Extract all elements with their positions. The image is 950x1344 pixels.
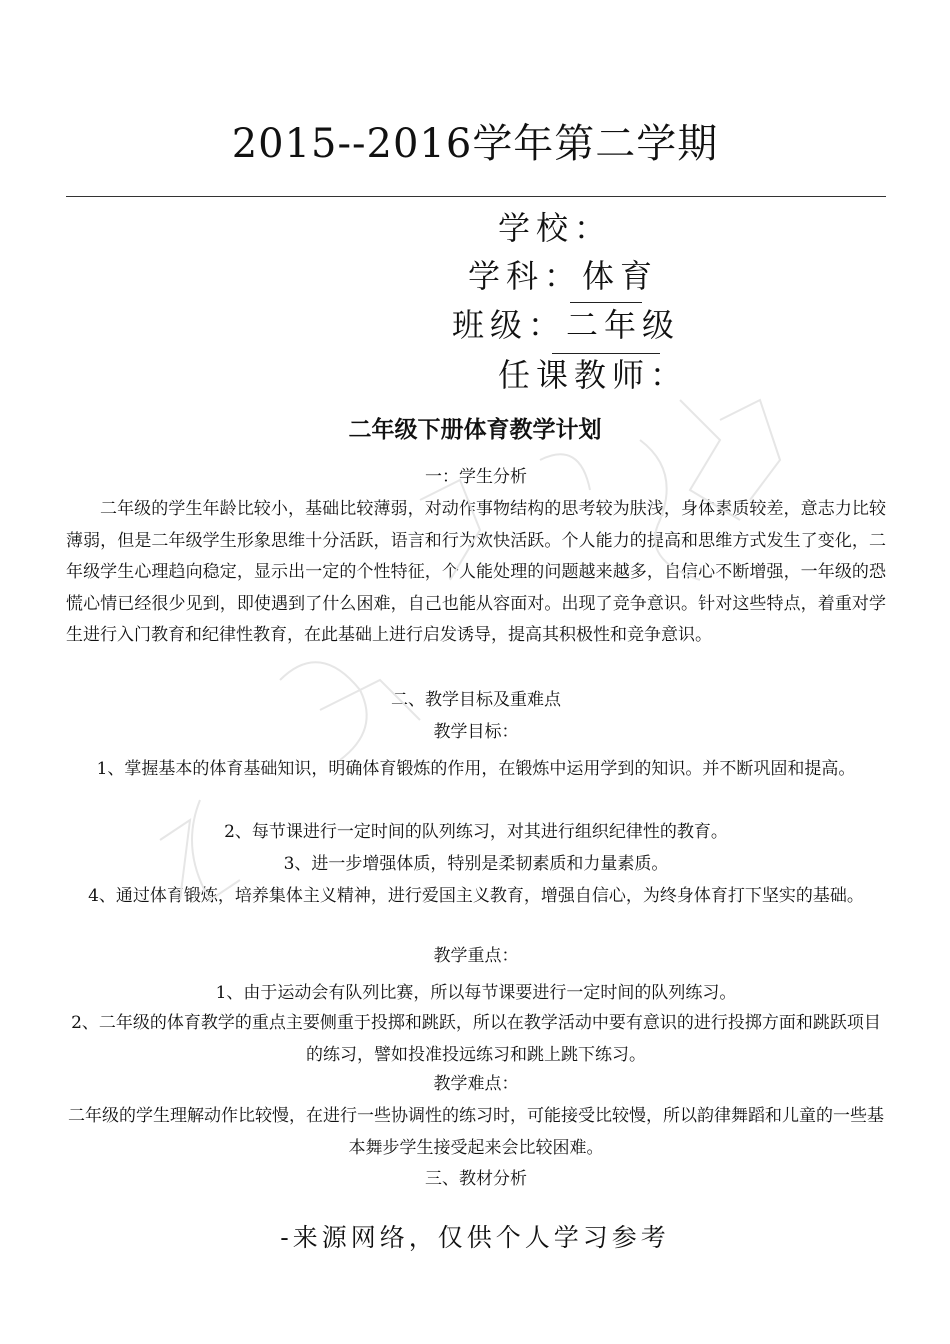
goal-item (66, 754, 886, 786)
goal-text: 通过体育锻炼，培养集体主义精神，进行爱国主义教育，增强自信心，为终身体育打下坚实的基础。 (115, 886, 864, 906)
teacher-label: 任课教师： (498, 356, 689, 394)
goal-number: 4、 (88, 886, 116, 906)
source-footer: -来源网络，仅供个人学习参考 (280, 1223, 670, 1252)
section-heading-student-analysis: 一：学生分析 (425, 467, 527, 487)
difficulty-paragraph (66, 1101, 886, 1164)
focus-text: 由于运动会有队列比赛，所以每节课要进行一定时间的队列练习。 (243, 983, 737, 1003)
focus-item (66, 1008, 886, 1071)
goals-heading: 教学目标： (433, 722, 519, 742)
focus-heading: 教学重点： (433, 946, 519, 966)
goal-text: 每节课进行一定时间的队列练习，对其进行组织纪律性的教育。 (251, 822, 728, 842)
goal-number: 3、 (283, 854, 312, 874)
focus-item (66, 978, 886, 1010)
goal-item (66, 881, 886, 913)
difficulty-heading: 教学难点： (433, 1074, 519, 1094)
title-divider (66, 196, 886, 197)
focus-number: 2、 (71, 1013, 99, 1033)
goal-item (66, 817, 886, 849)
class-field (452, 300, 680, 346)
plan-title: 二年级下册体育教学计划 (348, 417, 602, 443)
section-heading-materials: 三、教材分析 (425, 1169, 527, 1189)
teacher-field (498, 350, 688, 396)
class-label: 班级： (452, 306, 567, 344)
goal-item (66, 849, 886, 881)
goal-number: 1、 (96, 759, 125, 779)
section-heading-goals: 二、教学目标及重难点 (391, 690, 561, 710)
semester-title: 2015--2016学年第二学期 (231, 121, 719, 167)
student-analysis-paragraph (66, 494, 886, 652)
school-label: 学校： (498, 209, 613, 247)
school-field (498, 203, 612, 249)
focus-number: 1、 (215, 983, 244, 1003)
difficulty-text: 二年级的学生理解动作比较慢，在进行一些协调性的练习时，可能接受比较慢，所以韵律舞蹈和儿童的一些基本舞步学生接受起来会比较困难。 (68, 1106, 884, 1158)
class-value: 二年级 (566, 306, 681, 344)
subject-value: 体育 (582, 257, 659, 295)
subject-label: 学科： (468, 257, 583, 295)
subject-field (468, 251, 658, 297)
focus-text: 二年级的体育教学的重点主要侧重于投掷和跳跃，所以在教学活动中要有意识的进行投掷方面和跳跃项目的练习，譬如投准投远练习和跳上跳下练习。 (98, 1013, 881, 1065)
student-analysis-text: 二年级的学生年龄比较小，基础比较薄弱，对动作事物结构的思考较为肤浅，身体素质较差，意志力比较薄弱，但是二年级学生形象思维十分活跃，语言和行为欢快活跃。个人能力的提高和思维方式发生了变化，二年级学生心理趋向稳定，显示出一定的个性特征，个人能处理的问题越来越多，自信心不断增强，一年级的恐慌心情已经很少见到，即使遇到了什么困难，自己也能从容面对。出现了竞争意识。针对这些特点，着重对学生进行入门教育和纪律性教育，在此基础上进行启发诱导，提高其积极性和竞争意识。 (66, 499, 886, 645)
goal-text: 掌握基本的体育基础知识，明确体育锻炼的作用，在锻炼中运用学到的知识。并不断巩固和提高。 (124, 759, 856, 779)
goal-number: 2、 (224, 822, 252, 842)
goal-text: 进一步增强体质，特别是柔韧素质和力量素质。 (311, 854, 669, 874)
